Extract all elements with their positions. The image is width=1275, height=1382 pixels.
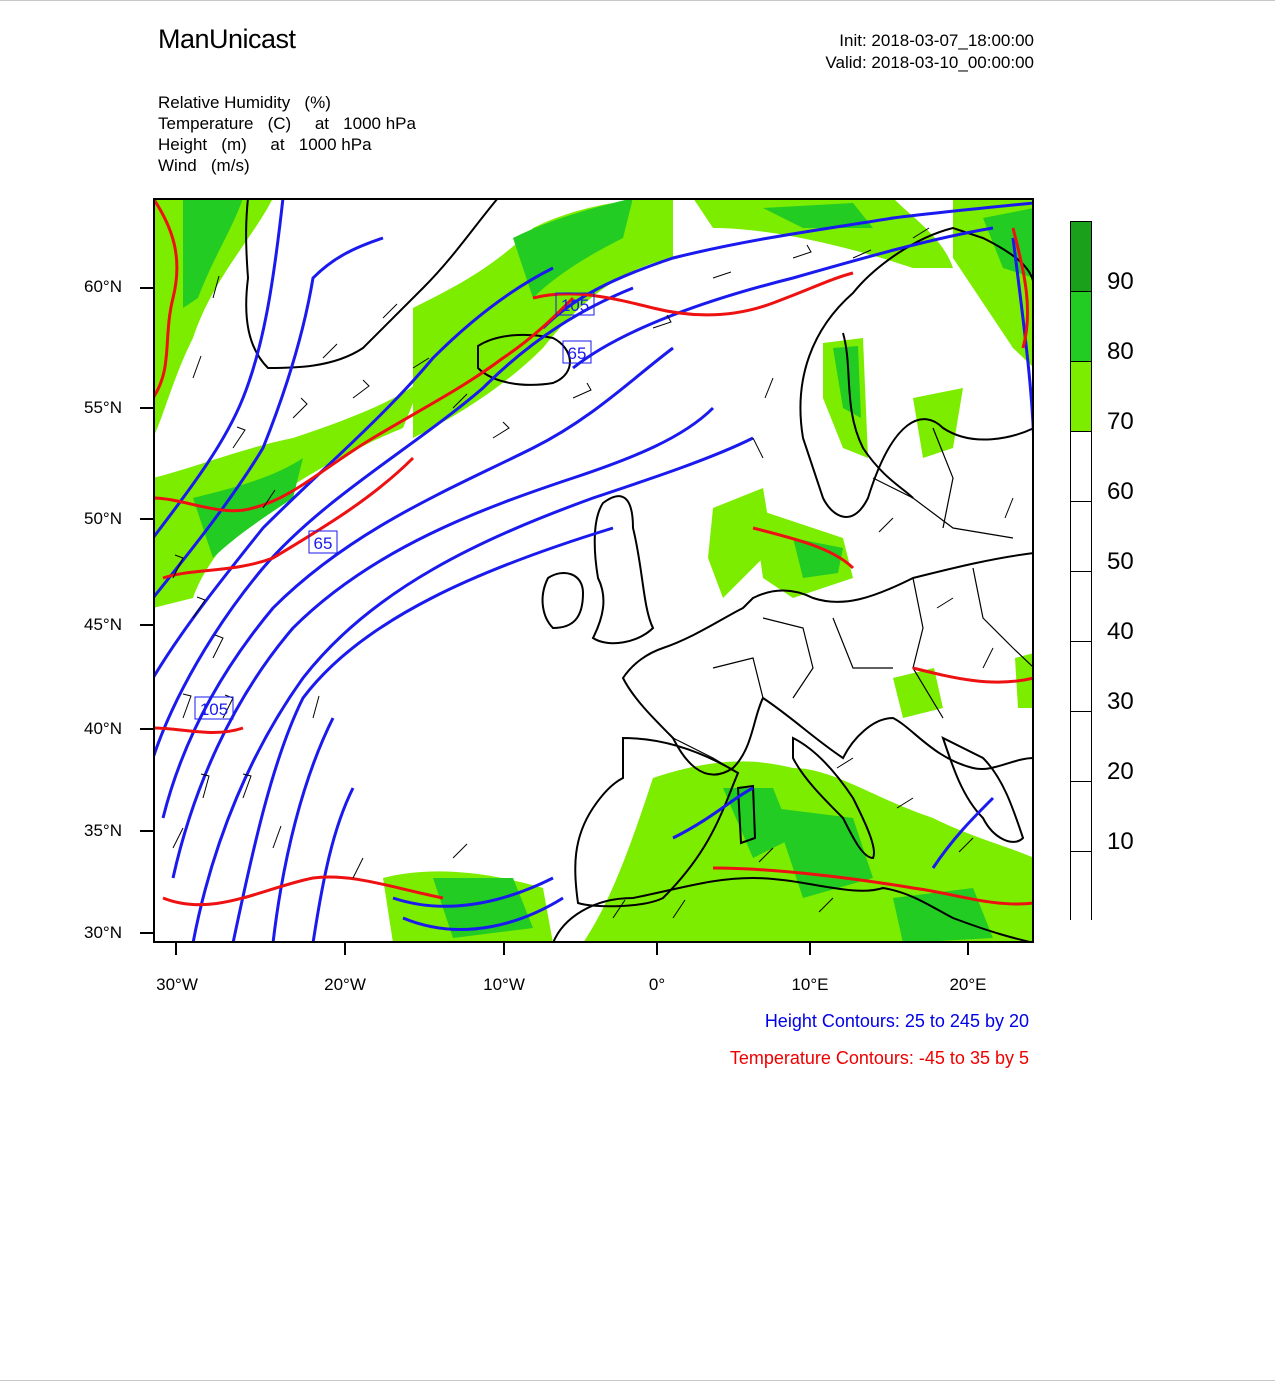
model-title: ManUnicast (158, 24, 296, 54)
init-time: Init: 2018-03-07_18:00:00 (839, 31, 1034, 50)
bottom-border (0, 1380, 1275, 1381)
contour-label-b-text: 65 (567, 344, 587, 363)
weather-map[interactable] (153, 198, 1034, 943)
lon-label-20e: 20°E (949, 975, 987, 994)
colorbar-label-40: 40 (1107, 618, 1134, 645)
lon-label-10e: 10°E (791, 975, 829, 994)
field-humidity: Relative Humidity (%) (158, 93, 331, 112)
lat-label-35n: 35°N (84, 821, 122, 840)
colorbar-seg-30 (1071, 642, 1091, 712)
colorbar-seg-0 (1071, 852, 1091, 921)
lon-label-20w: 20°W (324, 975, 366, 994)
lat-label-60n: 60°N (84, 277, 122, 296)
field-temperature: Temperature (C) at 1000 hPa (158, 114, 416, 133)
lat-label-45n: 45°N (84, 615, 122, 634)
contour-label-d-text: 105 (199, 700, 229, 719)
contour-label-c-text: 65 (313, 534, 333, 553)
colorbar-seg-40 (1071, 572, 1091, 642)
lat-label-30n: 30°N (84, 923, 122, 942)
humidity-colorbar (1070, 221, 1092, 920)
temperature-contours-note: Temperature Contours: -45 to 35 by 5 (729, 1048, 1029, 1068)
colorbar-seg-70 (1071, 362, 1091, 432)
lon-label-30w: 30°W (156, 975, 198, 994)
colorbar-seg-50 (1071, 502, 1091, 572)
contour-label-a (556, 293, 594, 315)
colorbar-label-50: 50 (1107, 548, 1134, 575)
valid-time: Valid: 2018-03-10_00:00:00 (825, 53, 1034, 72)
colorbar-seg-60 (1071, 432, 1091, 502)
lat-label-40n: 40°N (84, 719, 122, 738)
colorbar-seg-10 (1071, 782, 1091, 852)
field-wind: Wind (m/s) (158, 156, 250, 175)
lat-ticks (130, 280, 160, 950)
lon-label-10w: 10°W (483, 975, 525, 994)
contour-label-a-text: 105 (560, 296, 590, 315)
colorbar-seg-90 (1071, 222, 1091, 292)
lon-ticks (150, 942, 980, 962)
map-canvas (153, 198, 1034, 943)
field-height: Height (m) at 1000 hPa (158, 135, 372, 154)
colorbar-label-20: 20 (1107, 758, 1134, 785)
colorbar-label-30: 30 (1107, 688, 1134, 715)
lat-label-55n: 55°N (84, 398, 122, 417)
colorbar-label-80: 80 (1107, 338, 1134, 365)
colorbar-label-60: 60 (1107, 478, 1134, 505)
top-border (0, 0, 1275, 1)
height-contours-note: Height Contours: 25 to 245 by 20 (764, 1011, 1029, 1031)
lon-label-0: 0° (648, 975, 666, 994)
colorbar-seg-20 (1071, 712, 1091, 782)
forecast-times (825, 30, 1034, 74)
lat-label-50n: 50°N (84, 509, 122, 528)
colorbar-seg-80 (1071, 292, 1091, 362)
field-list (158, 92, 416, 176)
colorbar-label-90: 90 (1107, 268, 1134, 295)
colorbar-label-10: 10 (1107, 828, 1134, 855)
colorbar-label-70: 70 (1107, 408, 1134, 435)
contour-label-d (195, 697, 233, 719)
